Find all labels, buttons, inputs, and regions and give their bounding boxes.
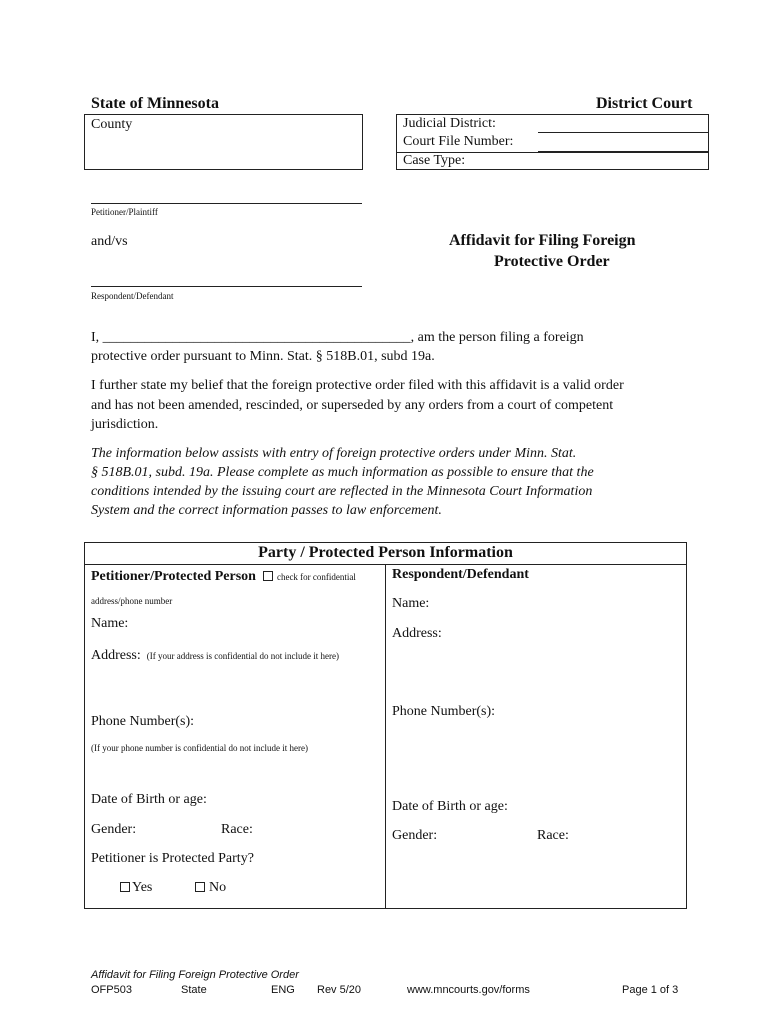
party-table-column-divider bbox=[385, 564, 386, 908]
petitioner-label: Petitioner/Plaintiff bbox=[91, 207, 158, 217]
county-label: County bbox=[91, 117, 133, 132]
checkbox-icon bbox=[195, 882, 205, 892]
court-file-number-label: Court File Number: bbox=[403, 134, 514, 149]
info-line2: § 518B.01, subd. 19a. Please complete as much information as possible to ensure that the bbox=[91, 465, 594, 480]
respondent-name-label: Name: bbox=[392, 596, 430, 611]
petitioner-gender-label: Gender: bbox=[91, 822, 137, 837]
party-table-title: Party / Protected Person Information bbox=[258, 544, 513, 561]
petitioner-phone-note: (If your phone number is confidential do not include it here) bbox=[91, 743, 308, 753]
petitioner-address-note: (If your address is confidential do not include it here) bbox=[146, 651, 339, 661]
doc-title-line2: Protective Order bbox=[494, 253, 610, 270]
info-line4: System and the correct information passes to law enforcement. bbox=[91, 503, 442, 518]
respondent-label: Respondent/Defendant bbox=[91, 291, 174, 301]
footer-revision: Rev 5/20 bbox=[317, 984, 362, 996]
petitioner-phone-label: Phone Number(s): bbox=[91, 714, 195, 729]
respondent-phone-label: Phone Number(s): bbox=[392, 704, 496, 719]
no-checkbox[interactable]: No bbox=[195, 880, 226, 896]
confidential-cont: address/phone number bbox=[91, 596, 173, 606]
case-type-label: Case Type: bbox=[403, 153, 466, 168]
court-title: District Court bbox=[596, 95, 693, 112]
party-table bbox=[84, 542, 687, 909]
para1-line2: protective order pursuant to Minn. Stat. § 518B.01, subd 19a. bbox=[91, 349, 435, 364]
para2-line3: jurisdiction. bbox=[91, 417, 159, 432]
respondent-name-line[interactable] bbox=[91, 286, 362, 287]
footer-form-title: Affidavit for Filing Foreign Protective Order bbox=[91, 969, 299, 981]
respondent-address-label: Address: bbox=[392, 626, 442, 641]
case-info-box bbox=[396, 114, 709, 170]
petitioner-race-label: Race: bbox=[221, 822, 253, 837]
row-divider bbox=[397, 152, 708, 153]
footer-website[interactable]: www.mncourts.gov/forms bbox=[407, 984, 530, 996]
footer-page-number: Page 1 of 3 bbox=[622, 984, 679, 996]
yes-checkbox[interactable]: Yes bbox=[120, 880, 152, 896]
petitioner-dob-label: Date of Birth or age: bbox=[91, 792, 207, 807]
petitioner-heading-row bbox=[91, 567, 356, 585]
doc-title-line1: Affidavit for Filing Foreign bbox=[449, 232, 636, 249]
respondent-heading: Respondent/Defendant bbox=[392, 567, 529, 582]
info-line3: conditions intended by the issuing court are reflected in the Minnesota Court Information bbox=[91, 484, 593, 499]
petitioner-address-row bbox=[91, 646, 339, 664]
respondent-dob-label: Date of Birth or age: bbox=[392, 799, 508, 814]
respondent-race-label: Race: bbox=[537, 828, 569, 843]
para2-line2: and has not been amended, rescinded, or superseded by any orders from a court of competent bbox=[91, 398, 614, 413]
confidential-checkbox[interactable]: check for confidential bbox=[263, 572, 356, 582]
petitioner-heading: Petitioner/Protected Person bbox=[91, 569, 256, 584]
county-box[interactable] bbox=[84, 114, 363, 170]
info-line1: The information below assists with entry of foreign protective orders under Minn. Stat. bbox=[91, 446, 577, 461]
footer-language: ENG bbox=[271, 984, 295, 996]
judicial-district-label: Judicial District: bbox=[403, 116, 496, 131]
para1-line1: I, ____________________________________________, am the person filing a foreign bbox=[91, 330, 584, 345]
state-title: State of Minnesota bbox=[91, 95, 219, 112]
judicial-district-field[interactable] bbox=[538, 132, 708, 133]
petitioner-name-line[interactable] bbox=[91, 203, 362, 204]
petitioner-address-label: Address: bbox=[91, 648, 141, 663]
para2-line1: I further state my belief that the foreign protective order filed with this affidavit is a valid order bbox=[91, 378, 624, 393]
footer-form-code: OFP503 bbox=[91, 984, 132, 996]
and-vs: and/vs bbox=[91, 234, 128, 249]
checkbox-icon bbox=[263, 571, 273, 581]
checkbox-icon bbox=[120, 882, 130, 892]
petitioner-name-label: Name: bbox=[91, 616, 129, 631]
footer-scope: State bbox=[181, 984, 207, 996]
respondent-gender-label: Gender: bbox=[392, 828, 438, 843]
protected-party-question: Petitioner is Protected Party? bbox=[91, 851, 254, 866]
